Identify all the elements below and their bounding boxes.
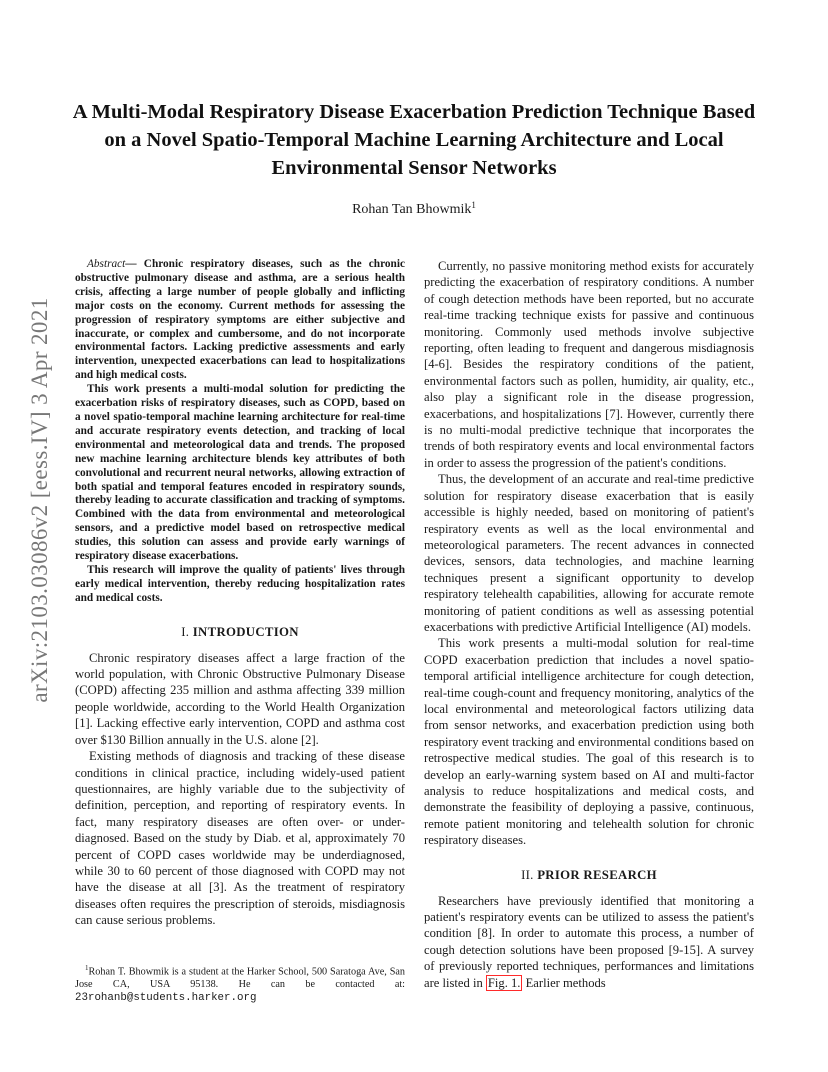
body-paragraph-1: Currently, no passive monitoring method exists for accurately predicting the exacerbation of respiratory conditions. A number of cough detection methods have been reported, but no accurate real-time tracking technique exists for passive and continuous monitoring. Commonly used methods involve subjective reporting, often leading to frequent and dangerous misdiagnosis [4-6]. Besides the respiratory conditions of the patient, environmental factors such as pollen, humidity, air quality, etc., also play a significant role in the disease progression, exacerbations, and hospitalizations [7]. However, currently there is no multi-modal predictive technique that incorporates the trends of both respiratory events and local environmental factors in order to assess the progression of the patient's conditions. <box>424 259 754 470</box>
intro-paragraph-1: Chronic respiratory diseases affect a large fraction of the world population, with Chronic Obstructive Pulmonary Disease (COPD) affecting 235 million and asthma affecting 339 million people worldwide, according to the World Health Organization [1]. Lacking effective early intervention, COPD and asthma cost over $130 Billion annually in the U.S. alone [2]. <box>75 650 405 747</box>
abstract-paragraph-3: This research will improve the quality of patients' lives through early medical intervention, thereby reducing hospitalization rates and medical costs. <box>75 563 405 604</box>
abstract <box>75 258 405 606</box>
section-title: INTRODUCTION <box>192 624 299 639</box>
section-heading-prior-research <box>424 867 754 883</box>
paper-title: A Multi-Modal Respiratory Disease Exacerbation Prediction Technique Based on a Novel Spatio-Temporal Machine Learning Architecture and Local Environmental Sensor Networks <box>72 101 756 179</box>
author-name: Rohan Tan Bhowmik <box>352 202 472 217</box>
body-paragraph-3: This work presents a multi-modal solution for real-time COPD exacerbation prediction that includes a novel spatio-temporal artificial intelligence architecture for cough detection, real-time cough-count and frequency monitoring, analytics of the local environmental and meteorological factors utilizing data from sensor networks, and exacerbation prediction using both respiratory event tracking and environmental conditions based on retrospective medical studies. The goal of this research is to develop an early-warning system based on AI and multi-factor analysis to reduce hospitalizations and medical costs, and demonstrate the feasibility of deploying a passive, continuous, remote patient monitoring and telehealth solution for chronic respiratory diseases. <box>424 636 754 848</box>
figure-1-link[interactable]: Fig. 1. <box>487 975 521 990</box>
prior-text-before: Researchers have previously identified that monitoring a patient's respiratory events can be utilized to assess the patient's condition [8]. In order to automate this process, a number of cough detection solutions have been proposed [9-15]. A survey of previously reported techniques, performances and limitations are listed in <box>424 893 754 990</box>
footnote-text: Rohan T. Bhowmik is a student at the Harker School, 500 Saratoga Ave, San Jose CA, USA 95138. He can be contacted at: <box>75 966 405 991</box>
section-heading-introduction <box>75 624 405 640</box>
arxiv-identifier-text: arXiv:2103.03086v2 [eess.IV] 3 Apr 2021 <box>27 297 52 703</box>
arxiv-identifier <box>18 290 62 710</box>
prior-text-after: Earlier methods <box>522 975 606 990</box>
abstract-lead: Abstract <box>87 258 126 270</box>
intro-paragraph-2: Existing methods of diagnosis and tracking of these disease conditions in clinical practice, including widely-used patient questionnaires, are highly variable due to the subjectivity of definition, perception, and reporting of respiratory events. In fact, many respiratory diseases are often over- or under-diagnosed. Based on the study by Diab. et al, approximately 70 percent of COPD cases worldwide may be underdiagnosed, while 30 to 60 percent of those diagnosed with COPD may not have the disease at all [3]. As the treatment of respiratory diseases often requires the prescription of steroids, misdiagnosis can cause serious problems. <box>75 749 405 928</box>
author-email: 23rohanb@students.harker.org <box>75 991 257 1004</box>
section-number: I. <box>181 624 190 639</box>
author-footnote-mark: 1 <box>471 200 476 210</box>
author-footnote <box>75 962 405 1005</box>
abstract-paragraph-2: This work presents a multi-modal solution for predicting the exacerbation risks of respiratory diseases, such as COPD, based on a novel spatio-temporal machine learning architecture for real-time and accurate respiratory events detection, and tracking of local environmental and meteorological data and trends. The proposed new machine learning architecture blends key attributes of both convolutional and recurrent neural networks, allowing extraction of both spatial and temporal features encoded in respiratory sounds, thereby leading to accurate classification and tracking of symptoms. Combined with the data from environmental and meteorological sensors, and a predictive model based on retrospective medical studies, this solution can assess and provide early warnings of respiratory disease exacerbations. <box>75 383 405 563</box>
prior-research-paragraph <box>424 893 754 991</box>
right-column <box>424 258 754 991</box>
footnote-mark: 1 <box>85 964 89 972</box>
body-paragraph-2: Thus, the development of an accurate and real-time predictive solution for respiratory disease exacerbation that is easily accessible is highly needed, based on monitoring of patient's respiratory events as well as the local environmental and meteorological parameters. The recent advances in connected devices, sensors, data technologies, and machine learning techniques present a significant opportunity to develop respiratory telehealth capabilities, allowing for accurate remote monitoring of patient conditions as well as assessing potential exacerbations with predictive Artificial Intelligence (AI) models. <box>424 472 754 634</box>
abstract-paragraph-1 <box>75 258 405 383</box>
section-title: PRIOR RESEARCH <box>537 867 657 882</box>
abstract-p1-text: — Chronic respiratory diseases, such as the chronic obstructive pulmonary disease and asthma, are a serious health crisis, affecting a large number of people globally and inflicting major costs on the economy. Current methods for assessing the progression of respiratory symptoms are either subjective and inaccurate, or complex and cumbersome, and do not incorporate environmental factors. Lacking predictive assessments and early intervention, unexpected exacerbations can lead to hospitalizations and high medical costs. <box>75 258 405 382</box>
author-line <box>70 202 758 218</box>
left-column <box>75 258 405 929</box>
section-number: II. <box>521 867 534 882</box>
